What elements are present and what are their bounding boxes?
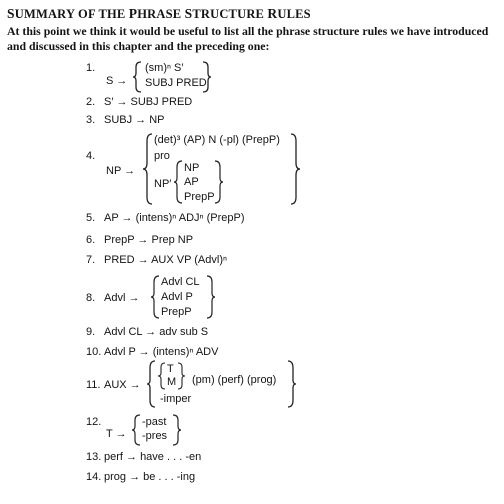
rule-11-imper: -imper xyxy=(160,393,192,405)
right-brace-icon xyxy=(177,362,185,390)
left-brace-icon xyxy=(158,362,166,390)
rule-2 xyxy=(86,96,192,108)
rule-11-t: T xyxy=(167,363,174,375)
rule-12-option-1: -past xyxy=(142,416,167,428)
rule-lhs: S xyxy=(106,75,114,87)
rule-text: PrepP → Prep NP xyxy=(104,234,194,246)
rule-4-sub-prepp: PrepP xyxy=(184,191,215,203)
title-initial-s2: S xyxy=(184,6,193,21)
rule-text: prog → be . . . -ing xyxy=(104,471,196,483)
left-brace-icon xyxy=(132,414,141,446)
rule-text: Advl CL → adv sub S xyxy=(104,326,209,338)
rule-6 xyxy=(86,234,193,246)
rule-text: S′ → SUBJ PRED xyxy=(104,96,193,108)
right-brace-icon xyxy=(172,414,181,446)
title-part-4: ULES xyxy=(277,7,311,21)
rule-number: 8. xyxy=(86,292,96,304)
rule-8-option-3: PrepP xyxy=(161,306,192,318)
rule-1-option-1: (sm)ⁿ S′ xyxy=(145,62,184,74)
rule-12-lhs: T → xyxy=(106,428,127,440)
rule-lhs: Advl xyxy=(104,292,126,304)
left-brace-icon xyxy=(151,275,161,319)
rule-7 xyxy=(86,254,227,266)
rule-number: 7. xyxy=(86,254,96,266)
rule-number: 9. xyxy=(86,326,96,338)
rule-10 xyxy=(86,346,218,358)
rule-12-number: 12. xyxy=(86,416,102,428)
rule-8: 8. Advl → xyxy=(86,292,140,304)
rule-number: 13. xyxy=(86,451,102,463)
rule-4-sub-np: NP xyxy=(184,162,200,174)
left-brace-icon xyxy=(174,160,184,204)
left-brace-icon xyxy=(133,61,143,93)
rule-text: SUBJ → NP xyxy=(104,114,165,126)
rule-lhs: T xyxy=(106,428,113,440)
rule-9 xyxy=(86,326,208,338)
rule-number: 3. xyxy=(86,114,96,126)
rule-8-option-1: Advl CL xyxy=(161,276,200,288)
title-initial-s: S xyxy=(7,6,15,21)
rule-text: AP → (intens)ⁿ ADJⁿ (PrepP) xyxy=(104,212,245,224)
rule-11-m: M xyxy=(167,376,177,388)
intro-paragraph: At this point we think it would be useful to list all the phrase structure rules we have introduced and discussed in this chapter and the preceding one: xyxy=(7,24,489,53)
right-brace-icon xyxy=(205,275,215,319)
rule-4-lhs: NP → xyxy=(106,165,136,177)
title-part-3: TRUCTURE xyxy=(192,7,268,21)
rule-text: perf → have . . . -en xyxy=(104,451,202,463)
rule-number: 14. xyxy=(86,471,102,483)
rule-4-number: 4. xyxy=(86,150,96,162)
rule-4-sub-ap: AP xyxy=(184,176,199,188)
rule-12-option-2: -pres xyxy=(142,430,168,442)
section-title xyxy=(7,6,311,22)
rule-number: 2. xyxy=(86,96,96,108)
rule-text: Advl P → (intens)ⁿ ADV xyxy=(104,346,219,358)
rule-1-option-2: SUBJ PRED xyxy=(145,77,207,89)
rule-text: PRED → AUX VP (Advl)ⁿ xyxy=(104,254,228,266)
title-part-2: HRASE xyxy=(137,7,185,21)
right-brace-icon xyxy=(213,160,223,204)
title-part-1: UMMARY OF THE xyxy=(14,7,129,21)
rule-4-option-1: (det)³ (AP) N (-pl) (PrepP) xyxy=(154,134,280,146)
title-initial-r: R xyxy=(267,6,278,21)
rule-number: 6. xyxy=(86,234,96,246)
rule-5 xyxy=(86,212,244,224)
left-brace-icon xyxy=(142,133,154,205)
rule-lhs: NP xyxy=(106,165,122,177)
rule-11: 11. AUX → xyxy=(86,379,141,391)
right-brace-icon xyxy=(289,133,301,205)
right-brace-icon xyxy=(201,61,211,93)
left-brace-icon xyxy=(147,360,157,408)
rule-number: 1. xyxy=(86,62,96,74)
rule-1 xyxy=(86,62,95,74)
rule-11-rest: (pm) (perf) (prog) xyxy=(192,374,277,386)
rule-4-option-2: pro xyxy=(154,150,170,162)
rule-14 xyxy=(86,471,195,483)
right-brace-icon xyxy=(286,360,296,408)
rule-8-option-2: Advl P xyxy=(161,291,193,303)
rule-4-option-3-lhs: NP′ xyxy=(154,178,172,190)
rule-1-lhs: S → xyxy=(106,75,128,87)
rule-3 xyxy=(86,114,165,126)
rule-number: 5. xyxy=(86,212,96,224)
rule-13 xyxy=(86,451,201,463)
rule-lhs: AUX xyxy=(104,379,127,391)
rule-number: 11. xyxy=(86,379,101,391)
title-initial-p: P xyxy=(128,6,138,21)
rule-number: 10. xyxy=(86,346,102,358)
